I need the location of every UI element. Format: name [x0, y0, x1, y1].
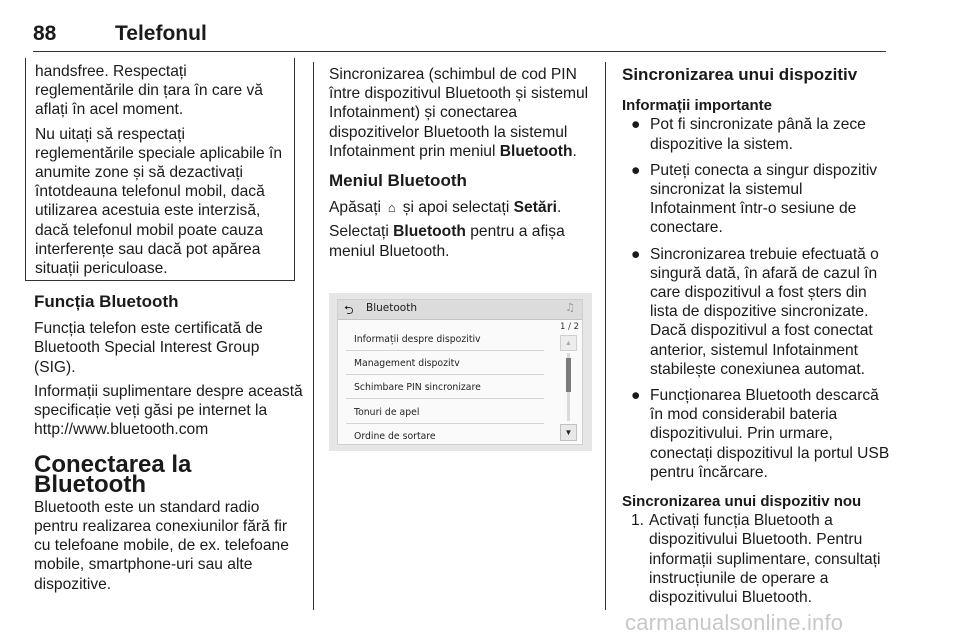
- important-info-subheading: Informații importante: [622, 97, 773, 115]
- menu-item[interactable]: Tonuri de apel: [354, 407, 420, 418]
- screen-title: Bluetooth: [366, 302, 417, 314]
- step-item: 1. Activați funcția Bluetooth a dispozitivului Bluetooth. Pentru informații suplimentare, consultați instrucțiunile de operare a dispozitivului Bluetooth.: [631, 512, 881, 607]
- menu-separator: [346, 374, 544, 375]
- important-info-list: [622, 115, 890, 482]
- warning-box: [25, 58, 295, 281]
- column-2-body: [329, 65, 597, 266]
- press-home-text: Apăsați ⌂ și apoi selectați Setări.: [329, 199, 562, 217]
- screen-title-bar: [338, 300, 582, 320]
- list-item: ● Pot fi sincronizate până la zece dispozitive la sistem.: [631, 116, 866, 153]
- warning-text-1: handsfree. Respectați reglementările din țara în care vă aflați în acel moment.: [35, 63, 263, 119]
- menu-separator: [346, 423, 544, 424]
- bluetooth-function-text-2: Informații suplimentare despre această specificație veți găsi pe internet la http://www.bluetooth.com: [34, 382, 303, 439]
- menu-separator: [346, 350, 544, 351]
- menu-item[interactable]: Schimbare PIN sincronizare: [354, 382, 481, 393]
- bluetooth-function-heading: Funcția Bluetooth: [34, 292, 179, 311]
- menu-item[interactable]: Management dispozitv: [354, 358, 460, 369]
- back-icon[interactable]: ⮌: [344, 303, 354, 317]
- watermark: carmanualsonline.info: [625, 610, 844, 635]
- scroll-up-button[interactable]: ▲: [560, 335, 577, 351]
- infotainment-screen: [329, 293, 592, 451]
- warning-text-2: Nu uitați să respectați reglementările speciale aplicabile în anumite zone și să dezactivați întotdeauna telefonul mobil, dacă utilizarea acestuia este interzisă, dacă telefonul mobil poate cauza interferențe sau dacă pot apărea situații periculoase.: [35, 125, 283, 278]
- page-indicator: 1 / 2: [560, 322, 580, 332]
- list-item: ● Puteți conecta a singur dispozitiv sincronizat la sistemul Infotainment într-o sesiune de conectare.: [631, 161, 878, 237]
- page-title: Telefonul: [115, 22, 207, 45]
- music-note-icon[interactable]: ♫: [565, 301, 575, 314]
- bluetooth-menu-panel: [337, 299, 583, 445]
- list-item: ● Sincronizarea trebuie efectuată o singură dată, în afară de cazul în care dispozitivul a fost șters din lista de dispozitive sincronizate. Dacă dispozitivul a fost conectat anterior, sistemul Infotainment stabilește conexiunea automat.: [631, 245, 879, 378]
- select-bluetooth-text: Selectați Bluetooth pentru a afișa meniul Bluetooth.: [329, 223, 565, 260]
- home-icon: ⌂: [387, 200, 396, 216]
- list-item: ● Funcționarea Bluetooth descarcă în mod considerabil bateria dispozitivului. Prin urmare, conectați dispozitivul la portul USB pentru încărcare.: [631, 387, 890, 481]
- new-device-steps: [622, 511, 890, 607]
- bluetooth-menu-heading: Meniul Bluetooth: [329, 171, 467, 191]
- scroll-down-button[interactable]: ▼: [560, 424, 577, 441]
- new-device-subheading: Sincronizarea unui dispozitiv nou: [622, 493, 862, 511]
- connect-bluetooth-heading: Conectarea la Bluetooth: [34, 451, 192, 498]
- column-1-body: [34, 292, 304, 599]
- pairing-heading: Sincronizarea unui dispozitiv: [622, 65, 858, 84]
- column-3-body: [622, 65, 890, 607]
- menu-item[interactable]: Informații despre dispozitiv: [354, 334, 481, 345]
- header-divider: [33, 51, 886, 52]
- page-number: 88: [33, 22, 57, 45]
- pairing-intro: Sincronizarea (schimbul de cod PIN între dispozitivul Bluetooth și sistemul Infotainment) și conectarea dispozitivelor Bluetooth la sistemul Infotainment prin meniul Bluetooth.: [329, 66, 589, 160]
- column-divider-1: [313, 62, 314, 610]
- column-divider-2: [605, 62, 606, 610]
- scrollbar-thumb[interactable]: [566, 358, 571, 392]
- menu-separator: [346, 398, 544, 399]
- menu-item[interactable]: Ordine de sortare: [354, 431, 436, 442]
- bluetooth-function-text-1: Funcția telefon este certificată de Bluetooth Special Interest Group (SIG).: [34, 320, 263, 376]
- connect-bluetooth-text: Bluetooth este un standard radio pentru realizarea conexiunilor fără fir cu telefoane mobile, de ex. telefoane mobile, smartphone-uri sau alte dispozitive.: [34, 498, 289, 593]
